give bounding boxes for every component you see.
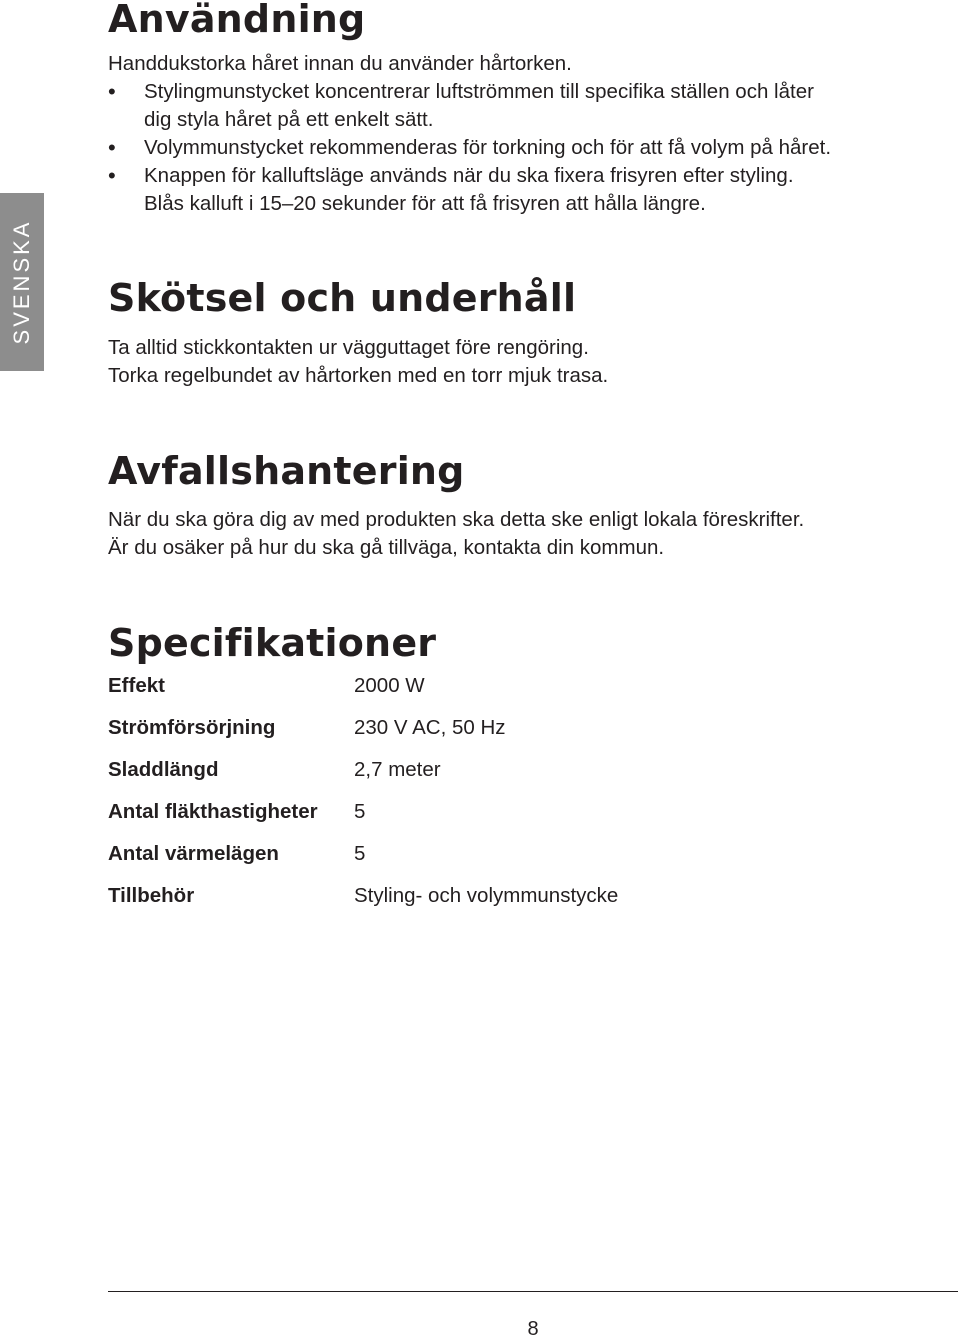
- specs-heading: Specifikationer: [108, 621, 437, 665]
- language-label: SVENSKA: [9, 219, 34, 345]
- usage-bullet-list: [108, 78, 831, 218]
- disposal-line: När du ska göra dig av med produkten ska detta ske enligt lokala föreskrifter.: [108, 508, 805, 531]
- bullet-line: Blås kalluft i 15–20 sekunder för att få frisyren att hålla längre.: [144, 192, 706, 215]
- spec-label: Tillbehör: [108, 884, 195, 907]
- spec-label: Antal värmelägen: [108, 842, 279, 865]
- spec-row: [108, 672, 618, 714]
- language-side-tab: [0, 193, 44, 371]
- spec-value: 2000 W: [354, 674, 425, 697]
- bullet-item: [108, 162, 831, 218]
- disposal-section: [108, 506, 804, 562]
- spec-value: 5: [354, 800, 366, 823]
- care-heading: Skötsel och underhåll: [108, 276, 577, 320]
- disposal-heading: Avfallshantering: [108, 449, 465, 493]
- bullet-line: dig styla håret på ett enkelt sätt.: [144, 108, 434, 131]
- spec-label: Effekt: [108, 674, 165, 697]
- care-line: Torka regelbundet av hårtorken med en torr mjuk trasa.: [108, 364, 609, 387]
- spec-value: 2,7 meter: [354, 758, 441, 781]
- spec-row: [108, 714, 618, 756]
- spec-row: [108, 756, 618, 798]
- page-number: 8: [527, 1318, 539, 1340]
- bullet-line: Stylingmunstycket koncentrerar luftströmmen till specifika ställen och låter: [144, 80, 814, 103]
- disposal-line: Är du osäker på hur du ska gå tillväga, kontakta din kommun.: [108, 536, 665, 559]
- care-section: [108, 334, 608, 390]
- bullet-line: Knappen för kalluftsläge används när du ska fixera frisyren efter styling.: [144, 164, 794, 187]
- bullet-item: [108, 134, 831, 162]
- specs-table: [108, 672, 618, 924]
- spec-value: 230 V AC, 50 Hz: [354, 716, 506, 739]
- spec-label: Antal fläkthastigheter: [108, 800, 318, 823]
- footer-divider: [108, 1291, 958, 1292]
- spec-value: Styling- och volymmunstycke: [354, 884, 619, 907]
- spec-label: Sladdlängd: [108, 758, 219, 781]
- spec-row: [108, 798, 618, 840]
- usage-intro: Handdukstorka håret innan du använder hårtorken.: [108, 52, 572, 75]
- spec-value: 5: [354, 842, 366, 865]
- spec-row: [108, 882, 618, 924]
- care-line: Ta alltid stickkontakten ur vägguttaget före rengöring.: [108, 336, 589, 359]
- usage-section: [108, 50, 831, 218]
- usage-heading: Användning: [108, 0, 366, 41]
- bullet-line: Volymmunstycket rekommenderas för torkning och för att få volym på håret.: [144, 136, 832, 159]
- spec-label: Strömförsörjning: [108, 716, 276, 739]
- bullet-item: [108, 78, 831, 134]
- spec-row: [108, 840, 618, 882]
